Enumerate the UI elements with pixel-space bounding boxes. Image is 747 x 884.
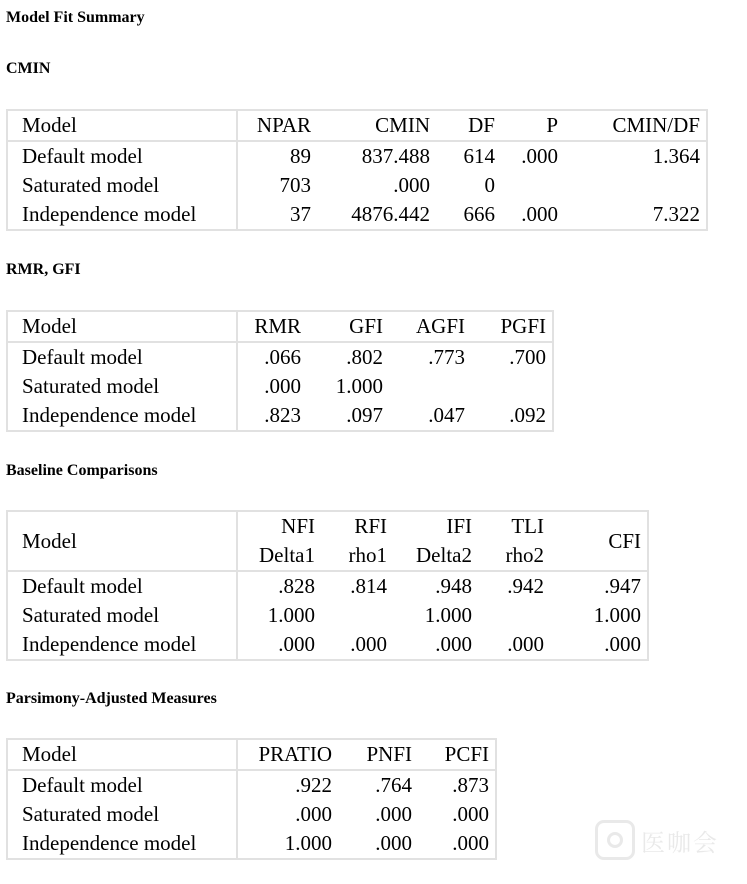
value-cell: 4876.442 xyxy=(351,202,430,226)
value-cell: .000 xyxy=(278,632,315,656)
value-cell: .000 xyxy=(507,632,544,656)
value-cell: .942 xyxy=(507,574,544,598)
value-cell: .000 xyxy=(295,802,332,826)
model-cell: Independence model xyxy=(7,401,237,431)
value-cell: .000 xyxy=(350,632,387,656)
model-cell: Default model xyxy=(7,571,237,601)
column-header: NPAR xyxy=(256,113,311,137)
value-cell: .000 xyxy=(521,144,558,168)
value-cell: .000 xyxy=(604,632,641,656)
value-cell: .773 xyxy=(428,345,465,369)
value-cell: 614 xyxy=(463,144,495,168)
column-header: NFI Delta1 xyxy=(259,514,315,567)
column-header: PCFI xyxy=(444,742,489,766)
section-heading-baseline-comparisons: Baseline Comparisons xyxy=(6,462,158,479)
section-heading-cmin: CMIN xyxy=(6,60,51,77)
value-cell xyxy=(389,372,471,401)
table-row xyxy=(7,200,707,230)
value-cell xyxy=(471,372,553,401)
column-header: Model xyxy=(7,739,237,770)
table-header-row xyxy=(7,311,553,342)
table-row xyxy=(7,372,553,401)
column-header: DF xyxy=(468,113,495,137)
value-cell: .873 xyxy=(452,773,489,797)
section-heading-parsimony-adjusted: Parsimony-Adjusted Measures xyxy=(6,690,217,707)
column-header: PRATIO xyxy=(258,742,332,766)
value-cell: .047 xyxy=(428,403,465,427)
value-cell: 0 xyxy=(484,173,495,197)
parsimony-adjusted-table xyxy=(6,738,497,860)
column-header: AGFI xyxy=(415,314,465,338)
value-cell: .823 xyxy=(264,403,301,427)
model-cell: Saturated model xyxy=(7,601,237,630)
column-header: GFI xyxy=(349,314,383,338)
model-cell: Default model xyxy=(7,770,237,800)
column-header: CFI xyxy=(608,529,641,553)
watermark-text: 医咖会 xyxy=(641,828,719,857)
table-header-row xyxy=(7,511,648,571)
column-header: Model xyxy=(7,511,237,571)
value-cell: .000 xyxy=(435,632,472,656)
watermark xyxy=(595,818,725,862)
value-cell xyxy=(478,601,550,630)
cmin-table xyxy=(6,109,708,231)
value-cell: .000 xyxy=(375,802,412,826)
value-cell: 1.000 xyxy=(284,831,332,855)
column-header: Model xyxy=(7,311,237,342)
table-row xyxy=(7,571,648,601)
table-header-row xyxy=(7,110,707,141)
table-row xyxy=(7,171,707,200)
value-cell: .814 xyxy=(350,574,387,598)
value-cell: .922 xyxy=(295,773,332,797)
value-cell: 89 xyxy=(290,144,311,168)
value-cell xyxy=(564,171,707,200)
value-cell: 1.364 xyxy=(652,144,700,168)
model-cell: Default model xyxy=(7,342,237,372)
column-header: CMIN/DF xyxy=(612,113,700,137)
column-header: Model xyxy=(7,110,237,141)
column-header: PGFI xyxy=(500,314,546,338)
value-cell: .828 xyxy=(278,574,315,598)
rmr-gfi-table xyxy=(6,310,554,432)
value-cell: .000 xyxy=(393,173,430,197)
value-cell: .000 xyxy=(521,202,558,226)
model-cell: Saturated model xyxy=(7,171,237,200)
value-cell: .802 xyxy=(346,345,383,369)
value-cell: .948 xyxy=(435,574,472,598)
table-row xyxy=(7,630,648,660)
column-header: IFI Delta2 xyxy=(416,514,472,567)
model-cell: Independence model xyxy=(7,200,237,230)
table-row xyxy=(7,141,707,171)
value-cell: .097 xyxy=(346,403,383,427)
value-cell: 1.000 xyxy=(593,603,641,627)
column-header: RFI rho1 xyxy=(348,514,387,567)
value-cell: 1.000 xyxy=(267,603,315,627)
table-row xyxy=(7,770,496,800)
value-cell xyxy=(321,601,393,630)
value-cell: 1.000 xyxy=(335,374,383,398)
baseline-comparisons-table xyxy=(6,510,649,661)
table-row xyxy=(7,342,553,372)
column-header: CMIN xyxy=(375,113,430,137)
value-cell: 7.322 xyxy=(652,202,700,226)
value-cell xyxy=(501,171,564,200)
value-cell: .066 xyxy=(264,345,301,369)
column-header: P xyxy=(546,113,558,137)
yikahui-logo-icon xyxy=(595,820,635,860)
value-cell: .000 xyxy=(452,831,489,855)
section-heading-rmr-gfi: RMR, GFI xyxy=(6,261,81,278)
table-row xyxy=(7,401,553,431)
value-cell: 837.488 xyxy=(361,144,430,168)
value-cell: 666 xyxy=(463,202,495,226)
model-cell: Saturated model xyxy=(7,372,237,401)
model-cell: Independence model xyxy=(7,829,237,859)
page-title: Model Fit Summary xyxy=(6,9,145,26)
model-cell: Saturated model xyxy=(7,800,237,829)
value-cell: .092 xyxy=(509,403,546,427)
column-header: PNFI xyxy=(366,742,412,766)
column-header: TLI rho2 xyxy=(505,514,544,567)
value-cell: 703 xyxy=(279,173,311,197)
table-row xyxy=(7,800,496,829)
value-cell: .000 xyxy=(264,374,301,398)
table-header-row xyxy=(7,739,496,770)
value-cell: .700 xyxy=(509,345,546,369)
model-cell: Default model xyxy=(7,141,237,171)
value-cell: .764 xyxy=(375,773,412,797)
value-cell: .000 xyxy=(452,802,489,826)
column-header: RMR xyxy=(254,314,301,338)
value-cell: 1.000 xyxy=(424,603,472,627)
value-cell: .000 xyxy=(375,831,412,855)
table-row xyxy=(7,829,496,859)
value-cell: 37 xyxy=(290,202,311,226)
table-row xyxy=(7,601,648,630)
value-cell: .947 xyxy=(604,574,641,598)
model-cell: Independence model xyxy=(7,630,237,660)
